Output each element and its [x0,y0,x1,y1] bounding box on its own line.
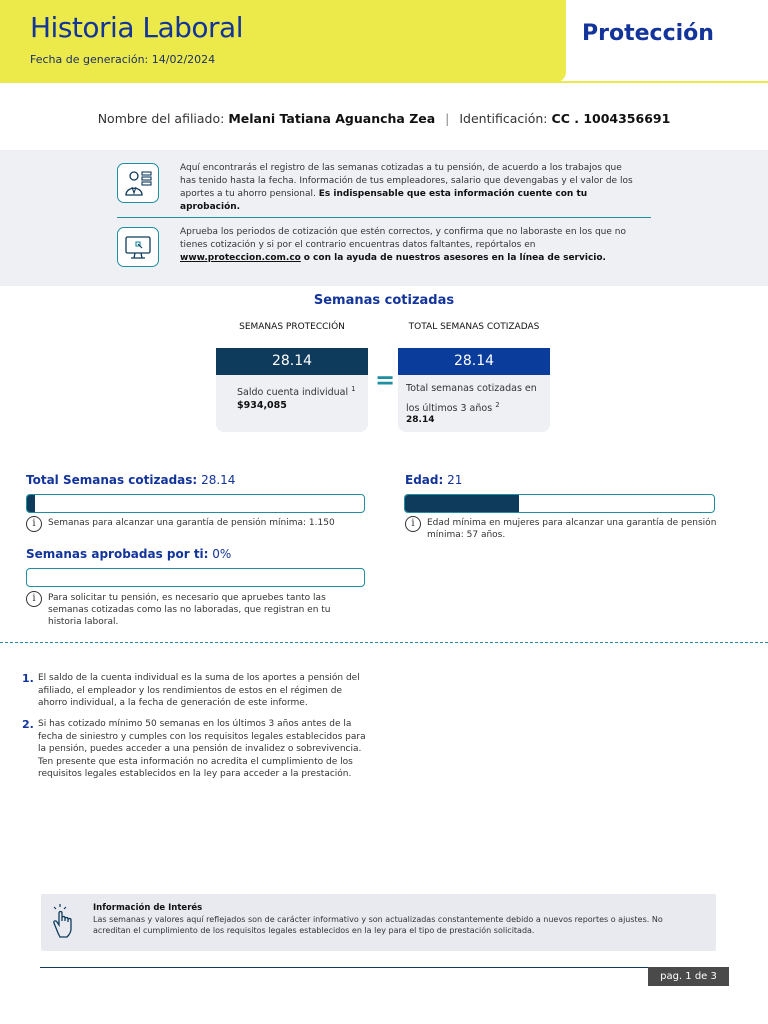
approved-weeks-note-text: Para solicitar tu pensión, es necesario que apruebes tanto las semanas cotizadas como las no laboradas, que registran en tu historia laboral. [48,593,331,627]
card2-footnote-ref: 2 [495,401,500,409]
info-approve-emphasis: o con la ayuda de nuestros asesores en la línea de servicio. [303,253,606,263]
affiliate-name: Melani Tatiana Aguancha Zea [228,111,436,126]
info-approve-text [180,226,640,265]
affiliate-id: CC . 1004356691 [551,111,671,126]
hand-pointer-icon [51,903,77,939]
approved-weeks-title [26,547,231,561]
footer-line [40,967,729,968]
card1-value: 28.14 [216,348,368,375]
info-divider [117,217,651,218]
footnote-1-number: 1. [22,672,34,685]
card2-label-text: Total semanas cotizadas en los últimos 3 años [406,383,537,415]
computer-monitor-icon [117,227,159,267]
page-number: pag. 1 de 3 [648,967,729,986]
age-progress-bar [404,494,715,513]
info-records-emphasis: Es indispensable que esta información cuente con tu aprobación. [180,189,588,212]
weeks-section-title: Semanas cotizadas [313,293,455,308]
proteccion-website-link[interactable]: www.proteccion.com.co [180,253,301,263]
affiliate-name-label: Nombre del afiliado: [97,111,225,126]
card2-header: TOTAL SEMANAS COTIZADAS [398,317,550,348]
card-weeks-proteccion [216,317,368,432]
total-weeks-progress-bar [26,494,365,513]
worker-records-icon [117,163,159,203]
card2-amount: 28.14 [406,415,435,425]
total-weeks-note-text: Semanas para alcanzar una garantía de pensión mínima: 1.150 [48,518,335,528]
section-divider [0,642,768,643]
approved-weeks-value: 0% [212,547,232,561]
interest-title: Información de Interés [93,903,203,913]
equals-sign: = [375,366,396,394]
total-weeks-title [26,473,235,487]
footnote-1-text: El saldo de la cuenta individual es la suma de los aportes a pensión del afiliado, el empleador y los rendimientos de estos en el régimen de ahorro individual, a la fecha de generación de este informe. [38,673,360,708]
info-icon: i [405,516,421,532]
page-header [0,0,768,82]
document-title: Historia Laboral [30,11,243,44]
approved-weeks-label: Semanas aprobadas por ti: [26,547,209,561]
info-approve-body: Aprueba los periodos de cotización que estén correctos, y confirma que no laboraste en los que no tienes cotización y si por el contrario encuentras datos faltantes, repórtalos en [180,227,626,250]
approved-weeks-progress-bar [26,568,365,587]
info-records-body: Aquí encontrarás el registro de las semanas cotizadas a tu pensión, de acuerdo a los trabajos que has tenido hasta la fecha. Información de tus empleadores, salario que devengabas y el valor de los aportes a tu ahorro pensional. [180,163,633,199]
info-icon: i [26,591,42,607]
affiliate-separator: | [445,111,450,126]
footnote-2-number: 2. [22,718,34,731]
info-icon: i [26,516,42,532]
info-records-text [180,162,640,214]
card2-label [406,380,546,417]
age-label: Edad: [405,473,444,487]
card1-label [237,382,356,400]
card-total-weeks [398,317,550,432]
header-divider [0,81,768,83]
card2-value: 28.14 [398,348,550,375]
age-progress-fill [405,495,519,512]
footnote-2-text: Si has cotizado mínimo 50 semanas en los últimos 3 años antes de la fecha de siniestro y cumples con los requisitos legales establecidos para la pensión, puedes acceder a una pensión de invalidez o sobrevivencia. Ten presente que esta información no acredita el cumplimiento de los requisitos legales establecidos en la ley para acceder a la prestación. [38,719,366,779]
age-title [405,473,462,487]
card1-amount: $934,085 [237,400,287,411]
generation-date: Fecha de generación: 14/02/2024 [30,53,216,66]
card1-label-text: Saldo cuenta individual [237,387,349,399]
total-weeks-label: Total Semanas cotizadas: [26,473,198,487]
brand-logo: Protección [582,21,714,46]
age-value: 21 [447,473,463,487]
affiliate-id-label: Identificación: [459,111,548,126]
total-weeks-progress-fill [27,495,35,512]
interest-info-box [41,894,716,951]
total-weeks-value: 28.14 [201,473,236,487]
card1-header: SEMANAS PROTECCIÓN [216,317,368,348]
interest-text: Las semanas y valores aquí reflejados son de carácter informativo y son actualizadas constantemente debido a nuevos reportes o ajustes. No acreditan el cumplimiento de los requisitos legales establecidos en la ley para el tipo de prestación solicitada. [93,915,663,935]
age-note-text: Edad mínima en mujeres para alcanzar una garantía de pensión mínima: 57 años. [427,518,717,540]
affiliate-info [0,111,768,126]
card1-footnote-ref: 1 [351,385,356,393]
